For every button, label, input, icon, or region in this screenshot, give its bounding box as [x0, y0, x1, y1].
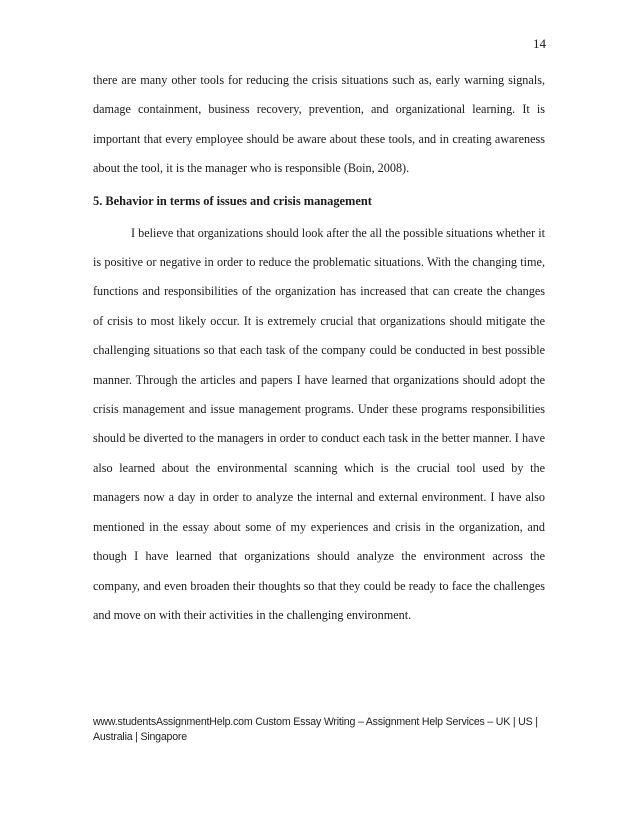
document-body — [93, 66, 545, 630]
page-number: 14 — [533, 36, 546, 51]
section-heading: 5. Behavior in terms of issues and crisis management — [93, 193, 372, 208]
page-footer: www.studentsAssignmentHelp.com Custom Essay Writing – Assignment Help Services – UK | US | Australia | Singapore — [93, 716, 538, 743]
body-paragraph-2: I believe that organizations should look after the all the possible situations whether it is positive or negative in order to reduce the problematic situations. With the changing time, functions and responsibilities of the organization has increased that can create the changes of crisis to most likely occur. It is extremely crucial that organizations should mitigate the challenging situations so that each task of the company could be conducted in best possible manner. Through the articles and papers I have learned that organizations should adopt the crisis management and issue management programs. Under these programs responsibilities should be diverted to the managers in order to conduct each task in the better manner. I have also learned about the environmental scanning which is the crucial tool used by the managers now a day in order to analyze the internal and external environment. I have also mentioned in the essay about some of my experiences and crisis in the organization, and though I have learned that organizations should analyze the environment across the company, and even broaden their thoughts so that they could be ready to face the challenges and move on with their activities in the challenging environment. — [93, 225, 545, 622]
body-paragraph-1: there are many other tools for reducing the crisis situations such as, early warning signals, damage containment, business recovery, prevention, and organizational learning. It is important that every employee should be aware about these tools, and in creating awareness about the tool, it is the manager who is responsible (Boin, 2008). — [93, 73, 545, 176]
